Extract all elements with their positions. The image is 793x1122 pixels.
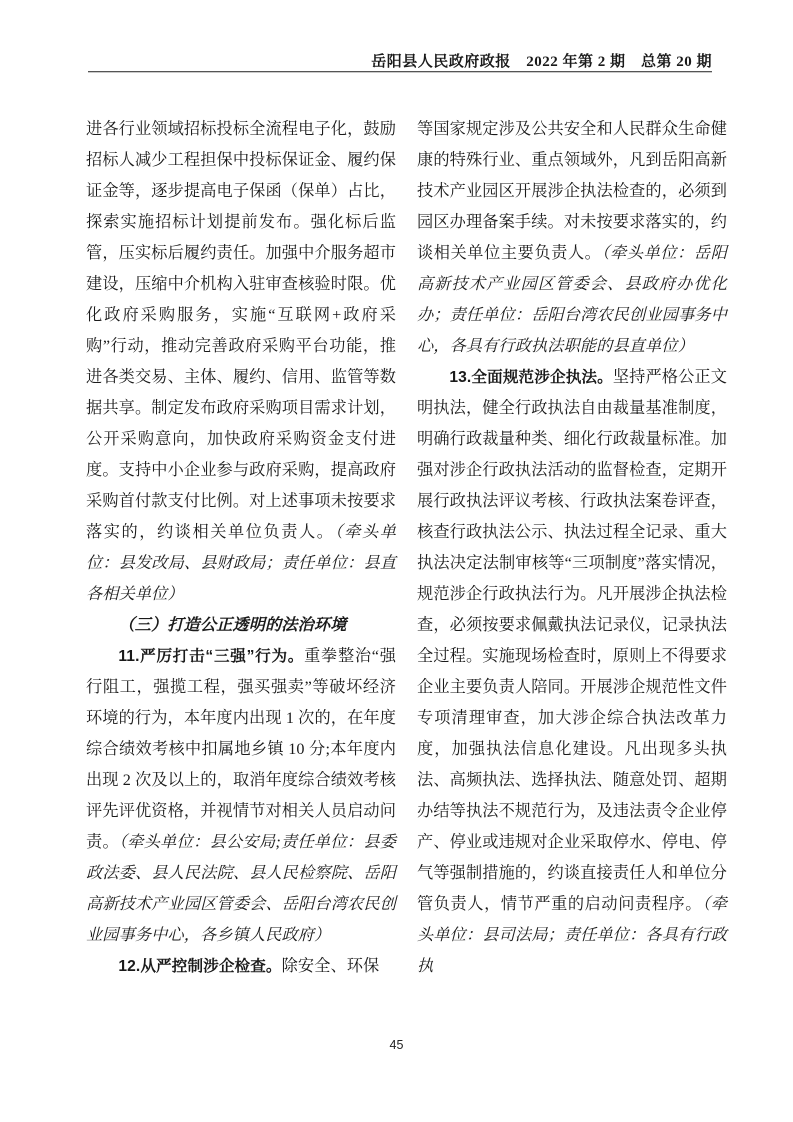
numbered-item-paragraph bbox=[86, 951, 396, 982]
responsibility-note: （牵头单位：岳阳高新技术产业园区管委会、县政府办优化办；责任单位：岳阳台湾农民创业园事务中心，各具有行政执法职能的县直单位） bbox=[417, 244, 727, 355]
two-column-body bbox=[86, 114, 727, 982]
item-title: 13.全面规范涉企执法。 bbox=[449, 369, 613, 386]
item-title: 12.从严控制涉企检查。 bbox=[118, 958, 282, 975]
body-text: 等国家规定涉及公共安全和人民群众生命健康的特殊行业、重点领域外，凡到岳阳高新技术产业园区开展涉企执法检查的，必须到园区办理备案手续。对未按要求落实的，约谈相关单位主要负责人。 bbox=[417, 120, 727, 262]
responsibility-note: （牵头单位：县公安局;责任单位：县委政法委、县人民法院、县人民检察院、岳阳高新技术产业园区管委会、岳阳台湾农民创业园事务中心，各乡镇人民政府） bbox=[86, 833, 396, 944]
heading-text: （三）打造公正透明的法治环境 bbox=[118, 616, 347, 634]
responsibility-note: （牵头单位：县发改局、县财政局；责任单位：县直各相关单位） bbox=[86, 523, 396, 603]
page-number: 45 bbox=[389, 1038, 404, 1052]
numbered-item-paragraph bbox=[86, 641, 396, 951]
responsibility-note: （牵头单位：县司法局；责任单位：各具有行政执 bbox=[417, 895, 728, 975]
numbered-item-paragraph bbox=[417, 362, 727, 982]
journal-title: 岳阳县人民政府政报 2022 年第 2 期 总第 20 期 bbox=[371, 54, 712, 70]
header-rule bbox=[88, 71, 712, 73]
item-title: 11.严厉打击“三强”行为。 bbox=[118, 648, 305, 665]
page-footer bbox=[0, 1036, 793, 1054]
body-text: 坚持严格公正文明执法，健全行政执法自由裁量基准制度，明确行政裁量种类、细化行政裁量标准。加强对涉企行政执法活动的监督检查，定期开展行政执法评议考核、行政执法案卷评查，核查行政执法公示、执法过程全记录、重大执法决定法制审核等“三项制度”落实情况，规范涉企行政执法行为。凡开展涉企执法检查，必须按要求佩戴执法记录仪，记录执法全过程。实施现场检查时，原则上不得要求企业主要负责人陪同。开展涉企规范性文件专项清理审查，加大涉企综合执法改革力度，加强执法信息化建设。凡出现多头执法、高频执法、选择执法、随意处罚、超期办结等执法不规范行为，及违法责令企业停产、停业或违规对企业采取停水、停电、停气等强制措施的，约谈直接责任人和单位分管负责人，情节严重的启动问责程序。 bbox=[417, 368, 727, 913]
section-heading bbox=[86, 610, 396, 641]
right-column bbox=[417, 114, 727, 982]
left-column bbox=[86, 114, 396, 982]
continuation-paragraph bbox=[417, 114, 727, 362]
continuation-paragraph bbox=[86, 114, 396, 610]
body-text: 进各行业领域招标投标全流程电子化，鼓励招标人减少工程担保中投标保证金、履约保证金等，逐步提高电子保函（保单）占比，探索实施招标计划提前发布。强化标后监管，压实标后履约责任。加强中介服务超市建设，压缩中介机构入驻审查核验时限。优化政府采购服务，实施“互联网+政府采购”行动，推动完善政府采购平台功能，推进各类交易、主体、履约、信用、监管等数据共享。制定发布政府采购项目需求计划，公开采购意向，加快政府采购资金支付进度。支持中小企业参与政府采购，提高政府采购首付款支付比例。对上述事项未按要求落实的，约谈相关单位负责人。 bbox=[86, 120, 396, 541]
body-text: 重拳整治“强行阻工，强揽工程，强买强卖”等破坏经济环境的行为，本年度内出现 1 次的，在年度综合绩效考核中扣属地乡镇 10 分;本年度内出现 2 次及以上的，取消年度综合绩效考核评先评优资格，并视情节对相关人员启动问责。 bbox=[86, 647, 396, 851]
body-text: 除安全、环保 bbox=[281, 957, 380, 975]
